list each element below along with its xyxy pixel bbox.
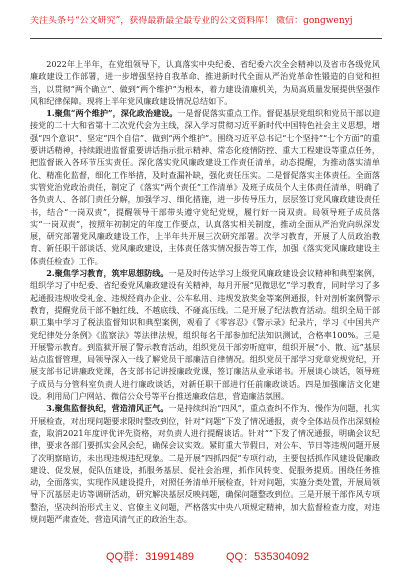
section-heading: 3.聚焦监督执纪，营造清风正气。	[46, 403, 169, 414]
section-paragraph	[30, 402, 380, 523]
section-paragraph	[30, 107, 380, 267]
section-paragraph	[30, 267, 380, 402]
intro-paragraph: 2022年上半年，在党组领导下，认真落实中央纪委、省纪委六次全会精神以及省市各级党风廉政建设工作部署，进一步增强坚持自我革命、推进新时代全面从严治党革命性锻造的自觉和担当，以贯彻“两个确立”、做到“两个维护”为根本，着力建设清廉机关，为局高质量发展提供坚强作风和纪律保障。现将上半年党风廉政建设情况总结如下。	[30, 59, 380, 106]
qq-contact-text: QQ：535304092	[226, 551, 310, 563]
section-heading: 1.聚焦“两个维护”，深化政治建设。	[46, 108, 178, 119]
section-body: 一是督促落实重点工作。督促基层党组织和党员干部以迎接党的二十大和省第十二次党代会为主线，深入学习贯彻习近平新时代中国特色社会主义思想，增强“四个意识”、坚定“四个自信”、做到“两个维护”。围绕习近平总书记“七个坚持”“七个方面”的重要讲话精神，持续跟进监督重要讲话指示批示精神、常态化疫情防控、重大工程建设等重点任务，把监督嵌入各环节压实责任。深化落实党风廉政建设工作责任清单，动态提醒，为推动落实清单化、精准化监督，细化工作举措，及时查漏补缺，强化责任压实。二是督促落实主体责任。全面落实管党治党政治责任，制定了《落实“两个责任”工作清单》及班子成员个人主体责任清单，明确了各负责人、各部门责任分解，加强学习、细化措施，进一步传导压力，层层签订党风廉政建设责任书，结合“一岗双责”，提醒领导干部带头遵守党纪党规，履行好一岗双责。局领导班子成员落实“一岗双责”，按照年初制定的年度工作要点，认真落实相关制度，推动全面从严治党向纵深发展，研究部署党风廉政建设工作，上半年共开展三次研究部署。次学习教育，开展了人员政治教育、新任职干部谈话、党风廉政建设，主体责任落实情况报告等工作，加强《落实党风廉政建设主体责任检查》工作。	[30, 108, 380, 266]
header-banner-text: 关注头条号“公文研究”，获得最新最全最专业的公文资料库！ 微信：gongwenyj	[30, 16, 353, 26]
footer	[0, 548, 408, 564]
qq-group-text: QQ群：31991489	[106, 551, 195, 563]
header-banner	[30, 16, 382, 39]
document-body	[30, 58, 380, 523]
section-body: 一是持续纠治“四风”，重点查纠不作为、慢作为问题，扎实开展检查，对出现问题要求限时整改到位，针对“问题”下发了情况通报，责令全体站员作出深刻检查，取消2021年度评优评先资格，对负责人进行提醒谈话。针对“”下发了情况通报，明确会议纪律，要求各部门要抓实会风会纪，确保会议实效。紧盯重大节假日，对公车、节日等违规问题开展了次明察暗访，未出现违规违纪现象。二是开展“四抓四促”专项行动，主要包括抓作风建设促廉政建设、促发展，促队伍建设，抓服务基层、促社会治理，抓作风转变、促服务提质。围绕任务推动，全面落实，实现作风建设提升，对照任务清单开展检查，针对问题，实施分类处置，开展局领导下沉基层走访等调研活动，研究解决基层反映问题，确保问题整改到位。三是开展干部作风专项整治，坚决纠治形式主义、官僚主义问题，严格落实中央八项规定精神，加大监督检查力度，对违规问题严肃查处，营造风清气正的政治生态。	[30, 403, 380, 523]
section-body: 一是及时传达学习上级党风廉政建设会议精神和典型案例，组织学习了中纪委、省纪委党风廉政建设有关精神，每月开展“见微思忆”学习教育，同时学习了多起通报违规收受礼金、违规经商办企业、公车私用、违规发放奖金等案例通报，针对剖析案例警示教育，提醒党员干部不触红线、不越底线、不碰高压线。二是开展了纪法教育活动。组织全局干部职工集中学习了税法监督知识和典型案例，观看了《零容忍》《警示录》纪录片，学习《中国共产党纪律处分条例》《监察法》等法律法规，组织每名干部参加纪法知识测试，合格率100%。三是开展警示教育。到监狱开展了警示教育活动，组织党员干部旁听庭审，组织开展“小、散、远”基层站点监督管理，局领导深入一线了解党员干部廉洁自律情况。组织党员干部学习党章党规党纪，开展支部书记讲廉政党课，各支部书记讲授廉政党课，签订廉洁从业承诺书。开展谈心谈话，领导班子成员与分管科室负责人进行廉政谈话，对新任职干部进行任前廉政谈话。四是加强廉洁文化建设。利用局门户网站、微信公众号等平台推送廉政信息，营造廉洁氛围。	[30, 268, 380, 402]
section-heading: 2.聚焦学习教育，筑牢思想防线。	[46, 268, 169, 279]
